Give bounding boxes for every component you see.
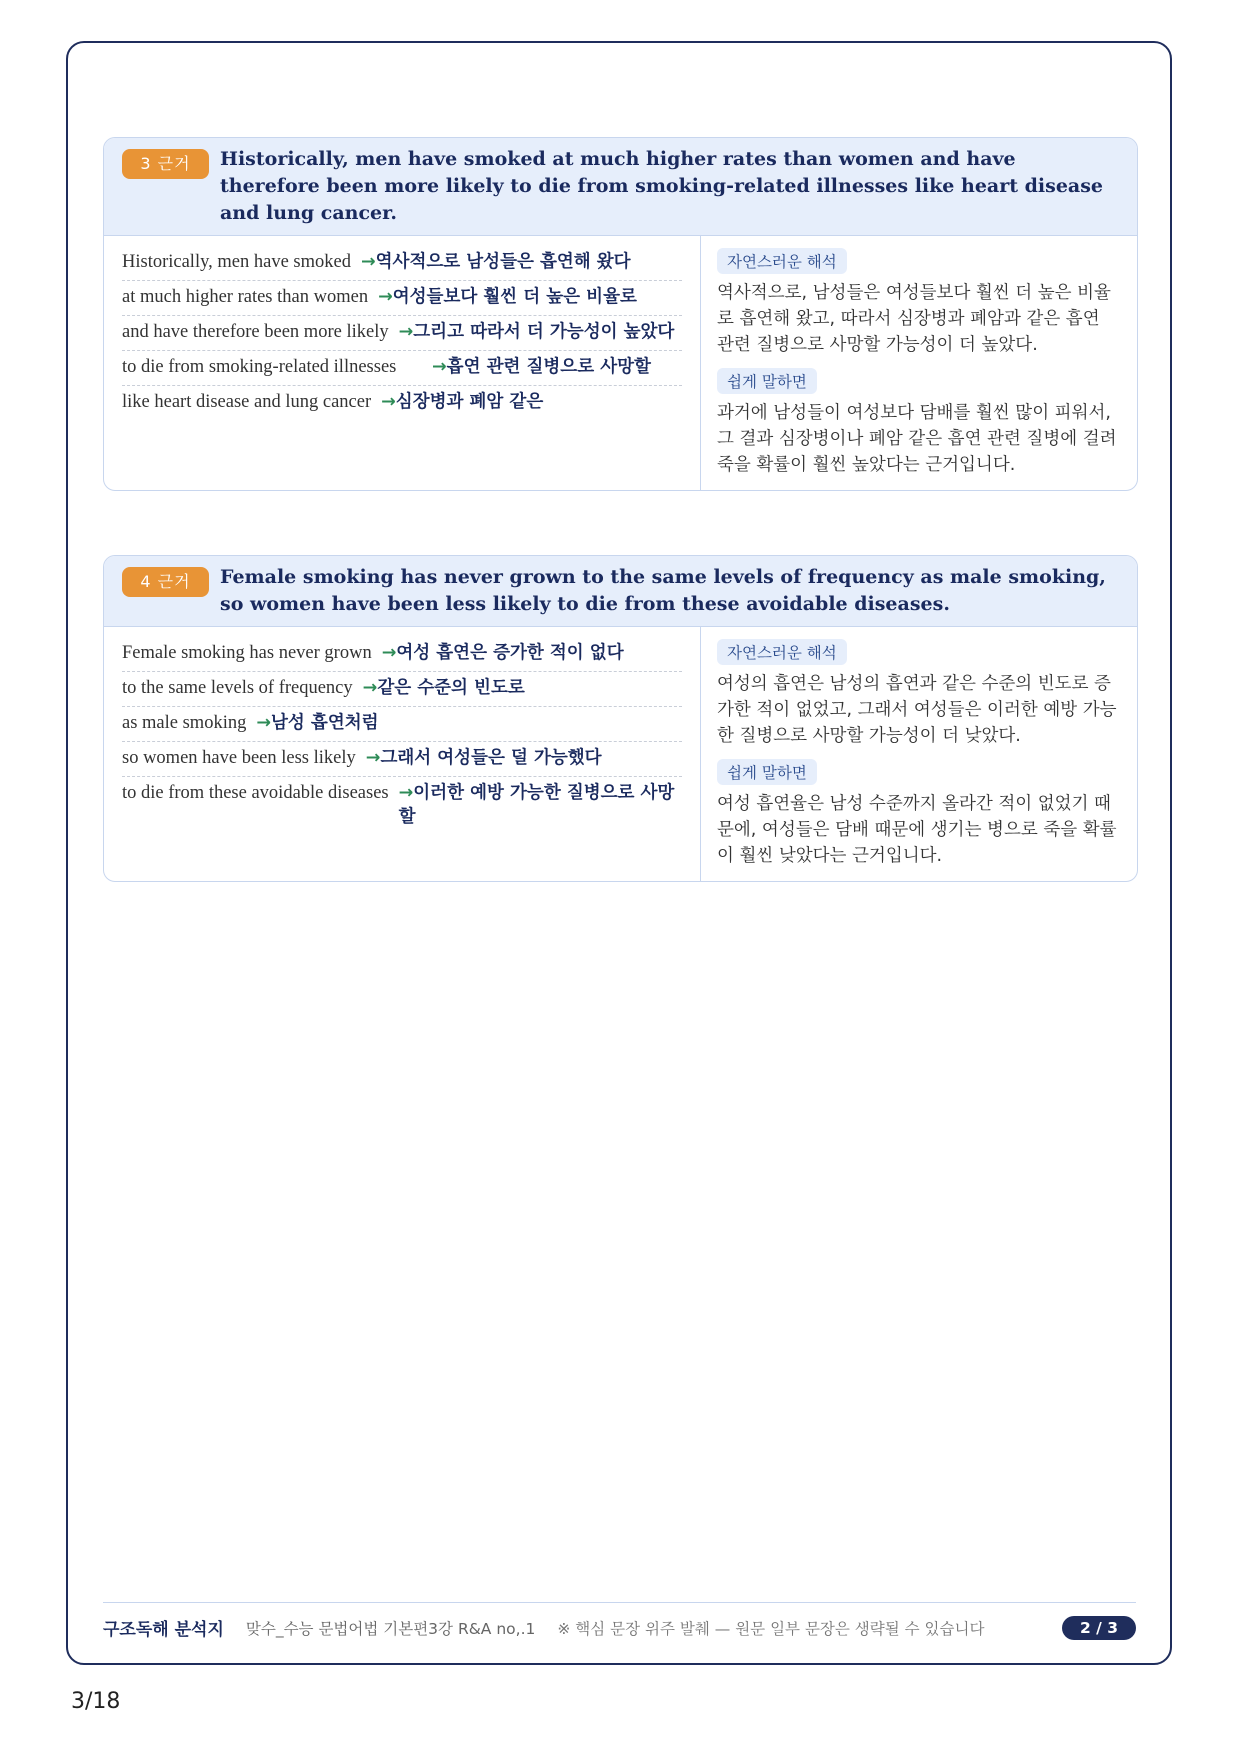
chunk-row — [122, 777, 682, 835]
chunk-english: and have therefore been more likely — [122, 322, 389, 342]
footer-title: 구조독해 분석지 — [103, 1620, 224, 1640]
chunk-english: at much higher rates than women — [122, 287, 369, 307]
chunk-row — [122, 707, 682, 742]
chunk-list — [104, 627, 701, 881]
evidence-badge: 4 근거 — [122, 567, 209, 597]
easy-explanation: 여성 흡연율은 남성 수준까지 올라간 적이 없었기 때문에, 여성들은 담배 때문에 생기는 병으로 죽을 확률이 훨씬 낮았다는 근거입니다. — [717, 794, 1117, 866]
chunk-row — [122, 742, 682, 777]
arrow-icon: → — [381, 643, 397, 663]
footer-subtitle: 맞수_수능 문법어법 기본편3강 R&A no,.1 — [245, 1619, 536, 1638]
chunk-row — [122, 246, 682, 281]
chunk-row — [122, 386, 682, 420]
key-sentence: Historically, men have smoked at much higher rates than women and have therefore been more likely to die from smoking-related illnesses like heart disease and lung cancer. — [220, 148, 1104, 224]
chunk-list — [104, 236, 701, 490]
chunk-row — [122, 281, 682, 316]
easy-explanation-label: 쉽게 말하면 — [717, 759, 817, 785]
translation-panel — [701, 627, 1137, 881]
easy-explanation: 과거에 남성들이 여성보다 담배를 훨씬 많이 피워서, 그 결과 심장병이나 폐암 같은 흡연 관련 질병에 걸려 죽을 확률이 훨씬 높았다는 근거입니다. — [717, 403, 1117, 475]
translation-panel — [701, 236, 1137, 490]
natural-translation-label: 자연스러운 해석 — [717, 248, 847, 274]
chunk-english: to die from smoking-related illnesses — [122, 357, 397, 377]
natural-translation: 역사적으로, 남성들은 여성들보다 훨씬 더 높은 비율로 흡연해 왔고, 따라서 심장병과 폐암과 같은 흡연 관련 질병으로 사망할 가능성이 더 높았다. — [717, 283, 1111, 355]
chunk-row — [122, 637, 682, 672]
chunk-english: so women have been less likely — [122, 748, 356, 768]
easy-explanation-label: 쉽게 말하면 — [717, 368, 817, 394]
chunk-korean: 이러한 예방 가능한 질병으로 사망할 — [398, 783, 675, 827]
arrow-icon: → — [398, 322, 414, 342]
chunk-korean: 그리고 따라서 더 가능성이 높았다 — [413, 322, 675, 342]
arrow-icon: → — [432, 357, 447, 377]
evidence-card-4 — [103, 555, 1138, 882]
natural-translation-label: 자연스러운 해석 — [717, 639, 847, 665]
arrow-icon: → — [378, 287, 393, 307]
chunk-korean: 남성 흡연처럼 — [271, 713, 379, 733]
chunk-row — [122, 316, 682, 351]
chunk-english: like heart disease and lung cancer — [122, 392, 372, 412]
footer-note: ※ 핵심 문장 위주 발췌 — 원문 일부 문장은 생략될 수 있습니다 — [557, 1619, 985, 1638]
chunk-korean: 같은 수준의 빈도로 — [377, 678, 525, 698]
key-sentence: Female smoking has never grown to the same levels of frequency as male smoking, so women have been less likely to die from these avoidable diseases. — [220, 566, 1106, 615]
chunk-row — [122, 351, 682, 386]
arrow-icon: → — [360, 252, 376, 272]
chunk-korean: 심장병과 폐암 같은 — [395, 392, 544, 412]
arrow-icon: → — [398, 783, 414, 803]
arrow-icon: → — [256, 713, 272, 733]
arrow-icon: → — [365, 748, 381, 768]
chunk-korean: 여성 흡연은 증가한 적이 없다 — [396, 643, 624, 663]
card-header — [104, 556, 1137, 627]
natural-translation: 여성의 흡연은 남성의 흡연과 같은 수준의 빈도로 증가한 적이 없었고, 그래서 여성들은 이러한 예방 가능한 질병으로 사망할 가능성이 더 낮았다. — [717, 674, 1117, 746]
chunk-english: as male smoking — [122, 713, 247, 733]
chunk-korean: 역사적으로 남성들은 흡연해 왔다 — [375, 252, 631, 272]
chunk-korean: 여성들보다 훨씬 더 높은 비율로 — [392, 287, 637, 307]
evidence-badge: 3 근거 — [122, 149, 209, 179]
arrow-icon: → — [381, 392, 396, 412]
chunk-korean: 흡연 관련 질병으로 사망할 — [446, 357, 651, 377]
card-header — [104, 138, 1137, 236]
page-footer — [103, 1602, 1136, 1640]
chunk-english: Historically, men have smoked — [122, 252, 351, 272]
chunk-english: Female smoking has never grown — [122, 643, 372, 663]
evidence-card-3 — [103, 137, 1138, 491]
chunk-row — [122, 672, 682, 707]
chunk-korean: 그래서 여성들은 덜 가능했다 — [380, 748, 602, 768]
arrow-icon: → — [362, 678, 378, 698]
page-number: 3/18 — [71, 1689, 121, 1714]
chunk-english: to the same levels of frequency — [122, 678, 353, 698]
footer-page-indicator: 2 / 3 — [1062, 1616, 1136, 1640]
chunk-english: to die from these avoidable diseases — [122, 783, 389, 803]
